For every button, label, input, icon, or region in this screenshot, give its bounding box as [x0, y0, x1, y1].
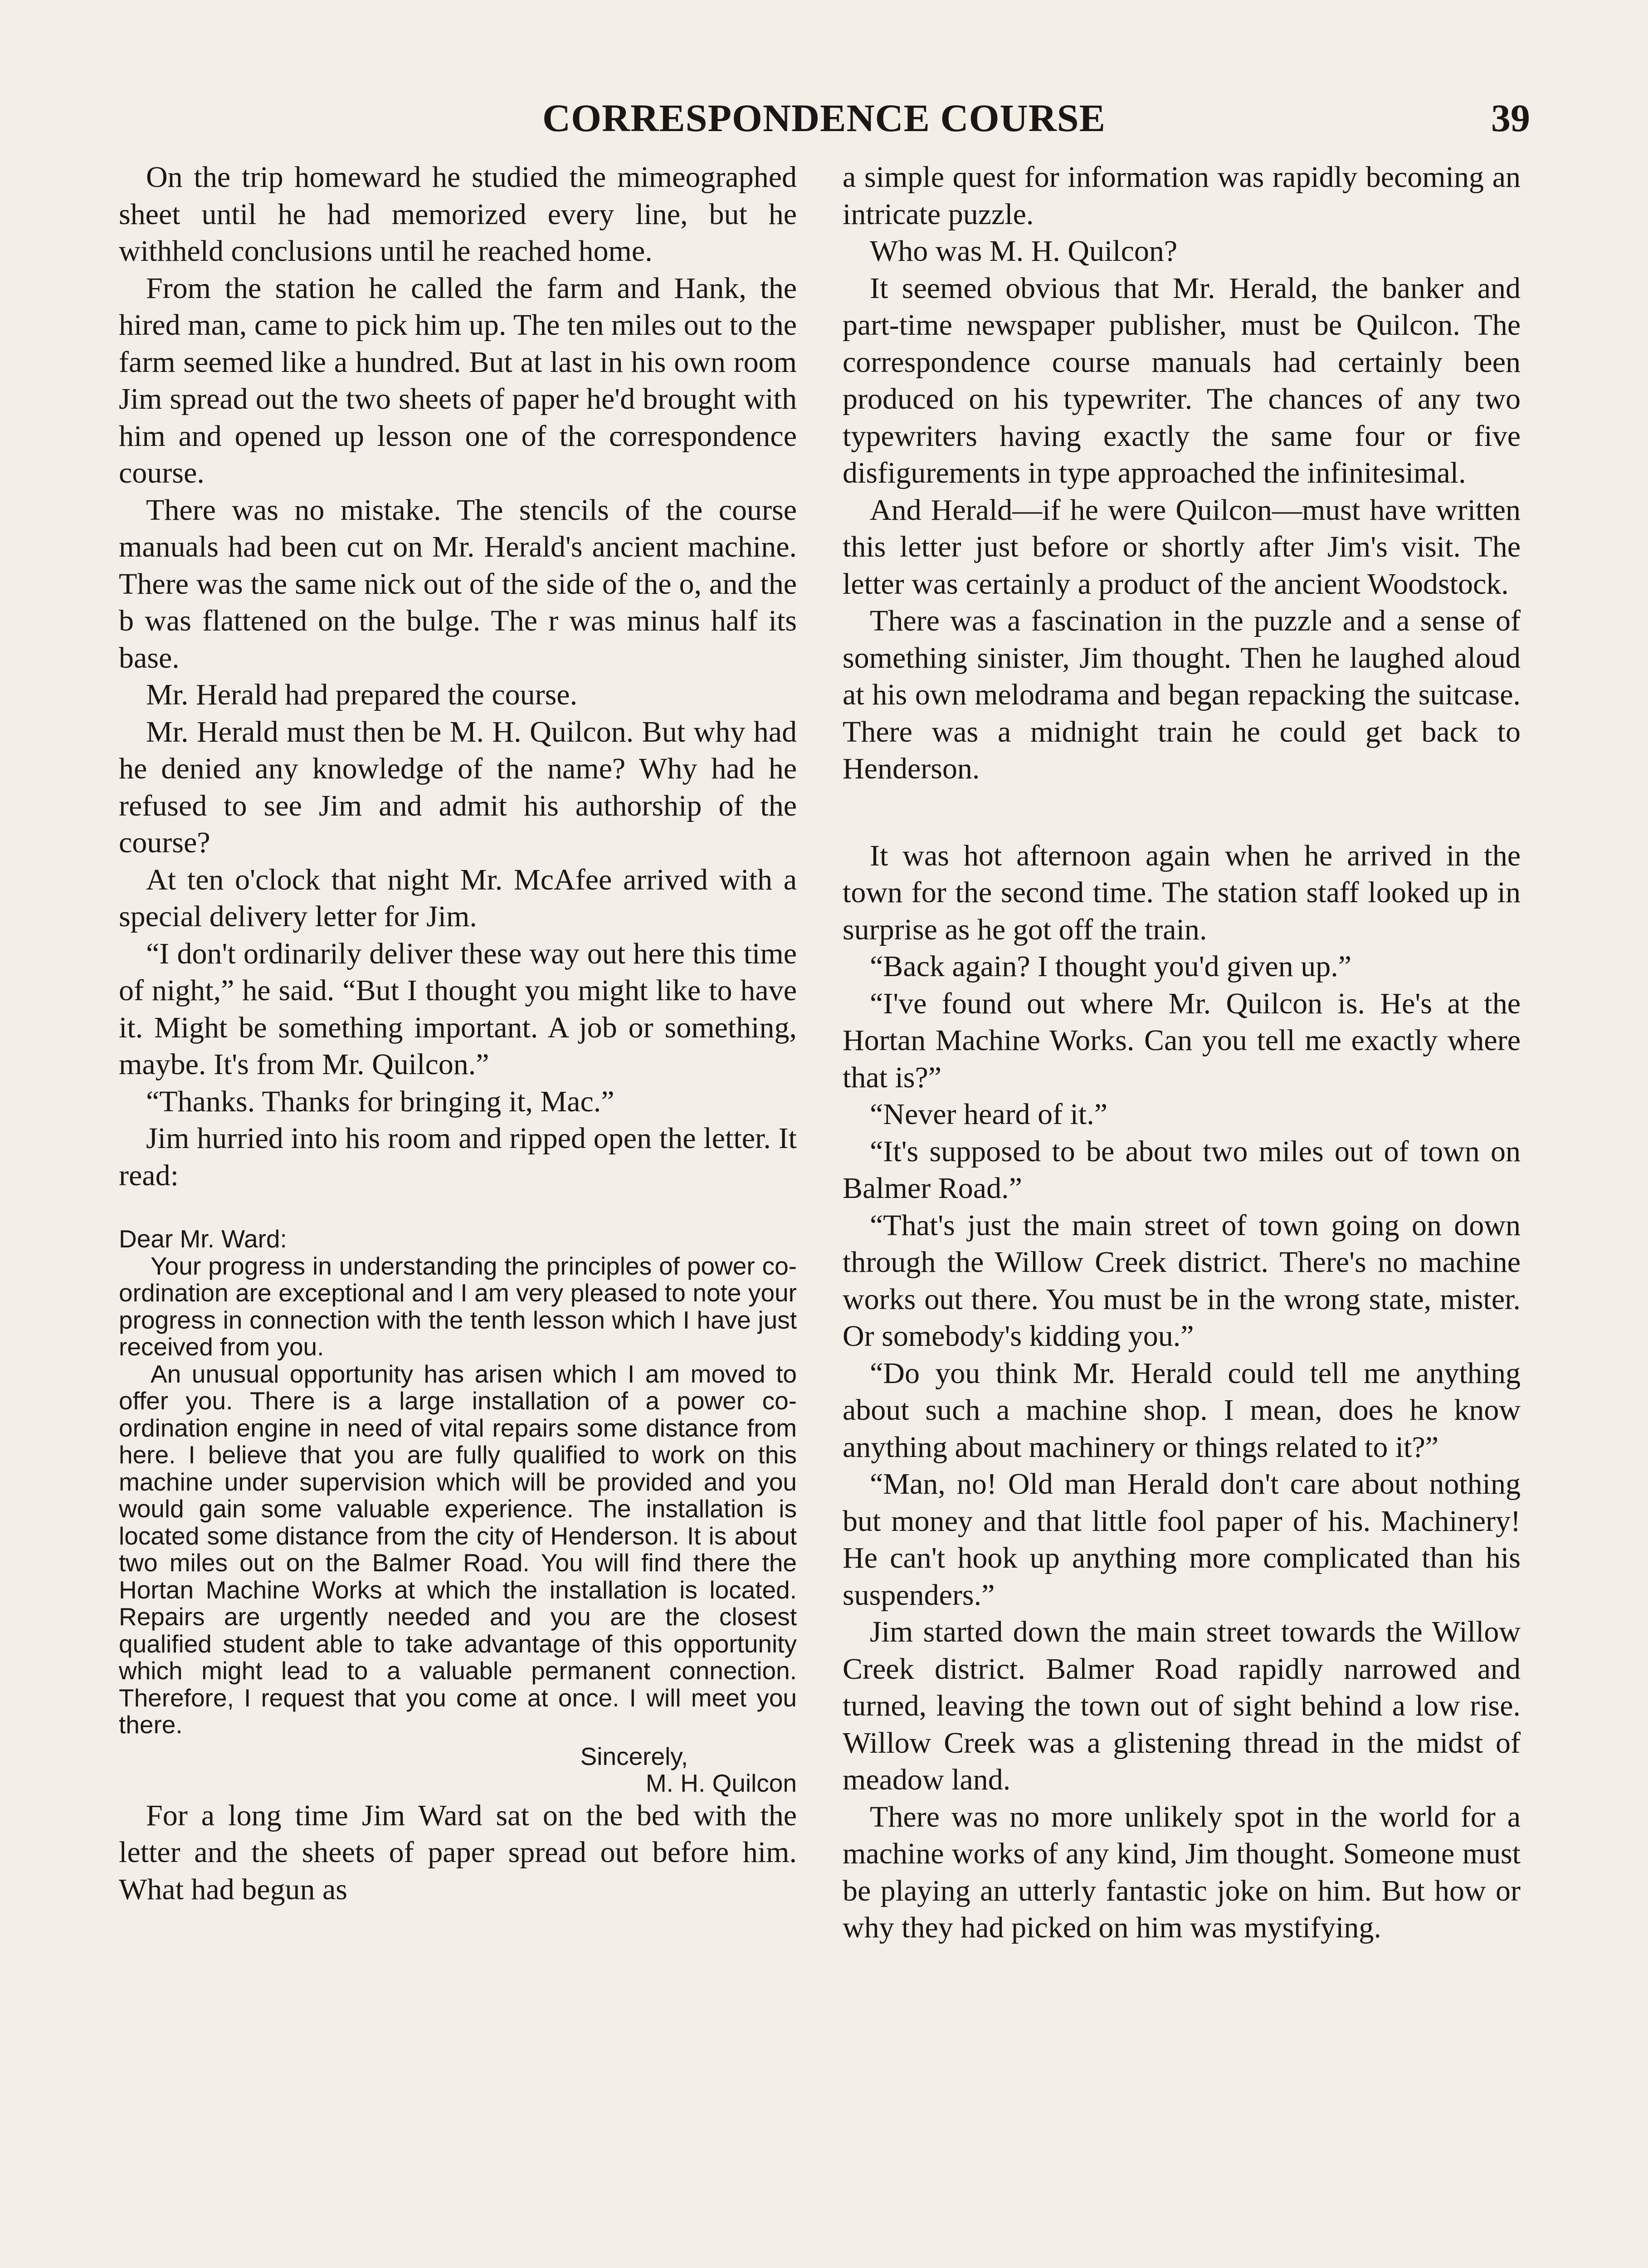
quoted-letter — [119, 1226, 797, 1797]
paragraph: Who was M. H. Quilcon? — [870, 235, 1178, 268]
page-title: CORRESPONDENCE COURSE — [542, 96, 1106, 140]
paragraph: “That's just the main street of town going on down through the Willow Creek district. There's no machine works out there. You must be in the wrong state, mister. Or somebody's kidding you.” — [843, 1208, 1521, 1353]
running-head — [118, 93, 1530, 143]
paragraph: On the trip homeward he studied the mimeographed sheet until he had memorized every line, but he withheld conclusions until he reached home. — [119, 161, 797, 268]
section-break — [843, 787, 1521, 837]
paragraph: “I've found out where Mr. Quilcon is. He's at the Hortan Machine Works. Can you tell me exactly where that is?” — [843, 987, 1521, 1094]
paragraph: It was hot afternoon again when he arrived in the town for the second time. The station staff looked up in surprise as he got off the train. — [843, 839, 1521, 946]
paragraph: “Back again? I thought you'd given up.” — [870, 950, 1352, 983]
right-column — [843, 159, 1521, 1946]
paragraph: Jim started down the main street towards the Willow Creek district. Balmer Road rapidly narrowed and turned, leaving the town out of sight behind a low rise. Willow Creek was a glistening thread in the midst of meadow land. — [843, 1615, 1521, 1796]
paragraph: Mr. Herald must then be M. H. Quilcon. But why had he denied any knowledge of the name? Why had he refused to see Jim and admit his authorship of the course? — [119, 715, 797, 859]
page-number: 39 — [1491, 96, 1530, 140]
paragraph: It seemed obvious that Mr. Herald, the banker and part-time newspaper publisher, must be Quilcon. The correspondence course manuals had certainly been produced on his typewriter. The chances of any two typewriters having exactly the same four or five disfigurements in type approached the infinitesimal. — [843, 271, 1521, 489]
letter-paragraph: An unusual opportunity has arisen which I am moved to offer you. There is a large installation of a power co-ordination engine in need of vital repairs some distance from here. I believe that you are fully qualified to work on this machine under supervision which will be provided and you would gain some valuable experience. The installation is located some distance from the city of Henderson. It is about two miles out on the Balmer Road. You will find there the Hortan Machine Works at which the installation is located. Repairs are urgently needed and you are the closest qualified student able to take advantage of this opportunity which might lead to a valuable permanent connection. Therefore, I request that you come at once. I will meet you there. — [119, 1359, 797, 1739]
paragraph: And Herald—if he were Quilcon—must have written this letter just before or shortly after Jim's visit. The letter was certainly a product of the ancient Woodstock. — [843, 493, 1521, 601]
paragraph: “Do you think Mr. Herald could tell me anything about such a machine shop. I mean, does he know anything about machinery or things related to it?” — [843, 1356, 1521, 1464]
paragraph: “It's supposed to be about two miles out of town on Balmer Road.” — [843, 1134, 1521, 1205]
paragraph: a simple quest for information was rapidly becoming an intricate puzzle. — [843, 161, 1521, 231]
paragraph: Jim hurried into his room and ripped open the letter. It read: — [119, 1122, 797, 1192]
paragraph: At ten o'clock that night Mr. McAfee arrived with a special delivery letter for Jim. — [119, 863, 797, 933]
left-column — [119, 159, 797, 1908]
paragraph: There was no mistake. The stencils of the course manuals had been cut on Mr. Herald's ancient machine. There was the same nick out of the side of the o, and the b was flattened on the bulge. The r was minus half its base. — [119, 493, 797, 675]
letter-signature: M. H. Quilcon — [645, 1769, 797, 1797]
paragraph: There was a fascination in the puzzle and a sense of something sinister, Jim thought. Then he laughed aloud at his own melodrama and began repacking the suitcase. There was a midnight train he could get back to Henderson. — [843, 604, 1521, 785]
letter-salutation: Dear Mr. Ward: — [119, 1225, 287, 1253]
letter-paragraph: Your progress in understanding the principles of power co-ordination are exceptional and I am very pleased to note your progress in connection with the tenth lesson which I have just received from you. — [119, 1251, 797, 1361]
paragraph: Mr. Herald had prepared the course. — [146, 678, 578, 711]
paragraph: There was no more unlikely spot in the world for a machine works of any kind, Jim thought. Someone must be playing an utterly fantastic joke on him. But how or why they had picked on him was mystifying. — [843, 1800, 1521, 1944]
paragraph: “Thanks. Thanks for bringing it, Mac.” — [146, 1085, 614, 1118]
paragraph: For a long time Jim Ward sat on the bed with the letter and the sheets of paper spread out before him. What had begun as — [119, 1799, 797, 1906]
letter-closing: Sincerely, — [580, 1742, 688, 1770]
paragraph: “Never heard of it.” — [870, 1098, 1108, 1131]
paragraph: “Man, no! Old man Herald don't care about nothing but money and that little fool paper of his. Machinery! He can't hook up anything more complicated than his suspenders.” — [843, 1467, 1521, 1612]
paragraph: “I don't ordinarily deliver these way out here this time of night,” he said. “But I thought you might like to have it. Might be something important. A job or something, maybe. It's from Mr. Quilcon.” — [119, 937, 797, 1081]
paragraph: From the station he called the farm and Hank, the hired man, came to pick him up. The ten miles out to the farm seemed like a hundred. But at last in his own room Jim spread out the two sheets of paper he'd brought with him and opened up lesson one of the correspondence course. — [119, 271, 797, 489]
